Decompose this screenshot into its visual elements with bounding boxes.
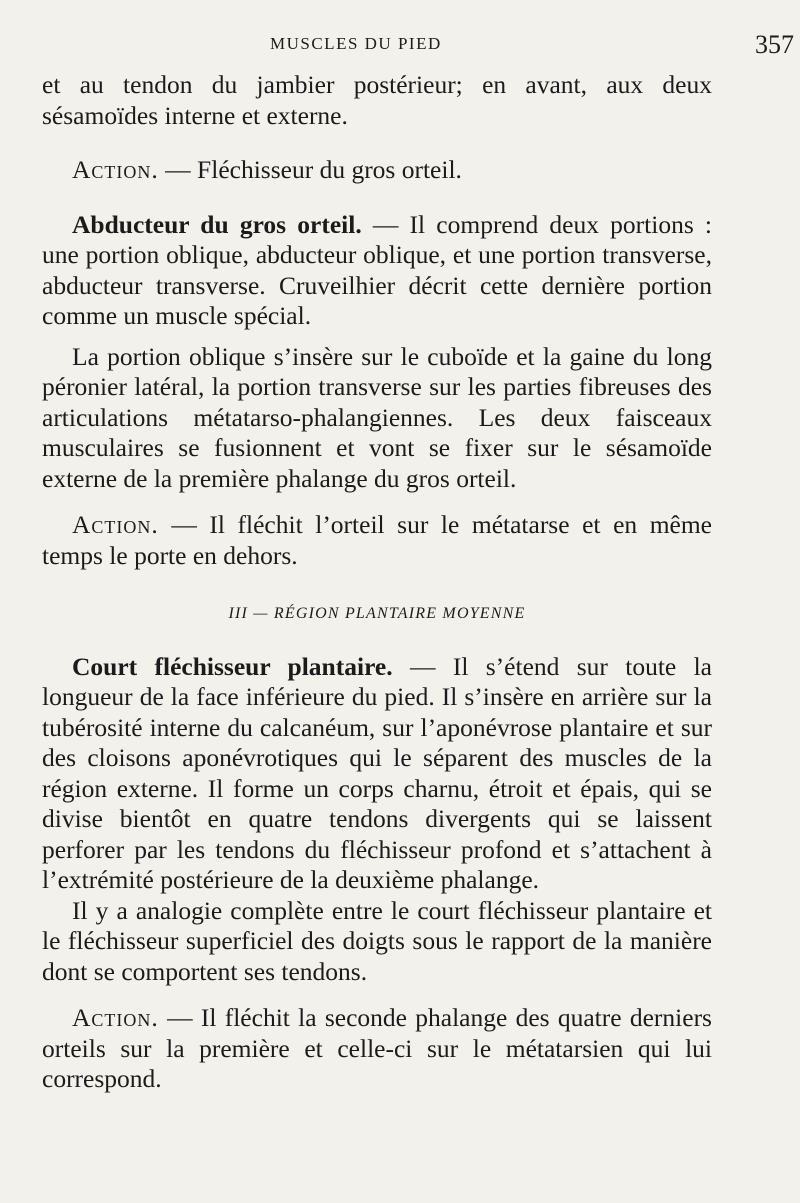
paragraph-insertion: La portion oblique s’insère sur le cuboïde et la gaine du long péronier latéral, la portion transverse sur les parties fibreuses des articulations métatarso-phalangiennes. Les deux faisceaux musculaires se fusionnent et vont se fixer sur le sésamoïde externe de la première phalange du gros orteil. <box>42 341 712 493</box>
abducteur-text: — Il comprend deux portions : une portion oblique, abducteur oblique, et une portion transverse, abducteur transverse. Cruveilhier décrit cette dernière portion comme un muscle spécial. <box>42 209 712 330</box>
paragraph-action-1 <box>42 155 712 186</box>
muscle-title-abducteur: Abducteur du gros orteil. <box>72 209 362 239</box>
court-flechisseur-text: — Il s’étend sur toute la longueur de la face inférieure du pied. Il s’insère en arrière sur la tubérosité interne du calcanéum, sur l’aponévrose plantaire et sur des cloisons aponévrotiques qui le séparent des muscles de la région externe. Il forme un corps charnu, étroit et épais, qui se divise bientôt en quatre tendons divergents qui se laissent perforer par les tendons du fléchisseur profond et s’attachent à l’extrémité postérieure de la deuxième phalange. <box>42 651 712 894</box>
action-label: Action. <box>72 510 159 539</box>
paragraph-1: et au tendon du jambier postérieur; en avant, aux deux sésamoïdes interne et externe. <box>42 70 712 130</box>
page-number: 357 <box>755 30 794 59</box>
running-head: MUSCLES DU PIED <box>270 34 442 53</box>
paragraph-action-2 <box>42 510 712 571</box>
action-label: Action. <box>72 155 159 184</box>
body-text <box>42 70 712 1095</box>
action-text: — Fléchisseur du gros orteil. <box>158 155 462 184</box>
action-label: Action. <box>72 1003 159 1032</box>
page-header <box>42 30 794 70</box>
section-heading: III — RÉGION PLANTAIRE MOYENNE <box>228 605 526 622</box>
paragraph-court-flechisseur <box>42 652 712 896</box>
paragraph-analogie: Il y a analogie complète entre le court fléchisseur plantaire et le fléchisseur superficiel des doigts sous le rapport de la manière dont se comportent ses tendons. <box>42 895 712 986</box>
action-text: — Il fléchit l’orteil sur le métatarse et en même temps le porte en dehors. <box>42 510 712 570</box>
paragraph-action-3 <box>42 1003 712 1095</box>
paragraph-abducteur <box>42 210 712 332</box>
muscle-title-court-flechisseur: Court fléchisseur plantaire. <box>72 651 393 681</box>
action-text: — Il fléchit la seconde phalange des quatre derniers orteils sur la première et celle-ci sur le métatarsien qui lui correspond. <box>42 1003 712 1093</box>
